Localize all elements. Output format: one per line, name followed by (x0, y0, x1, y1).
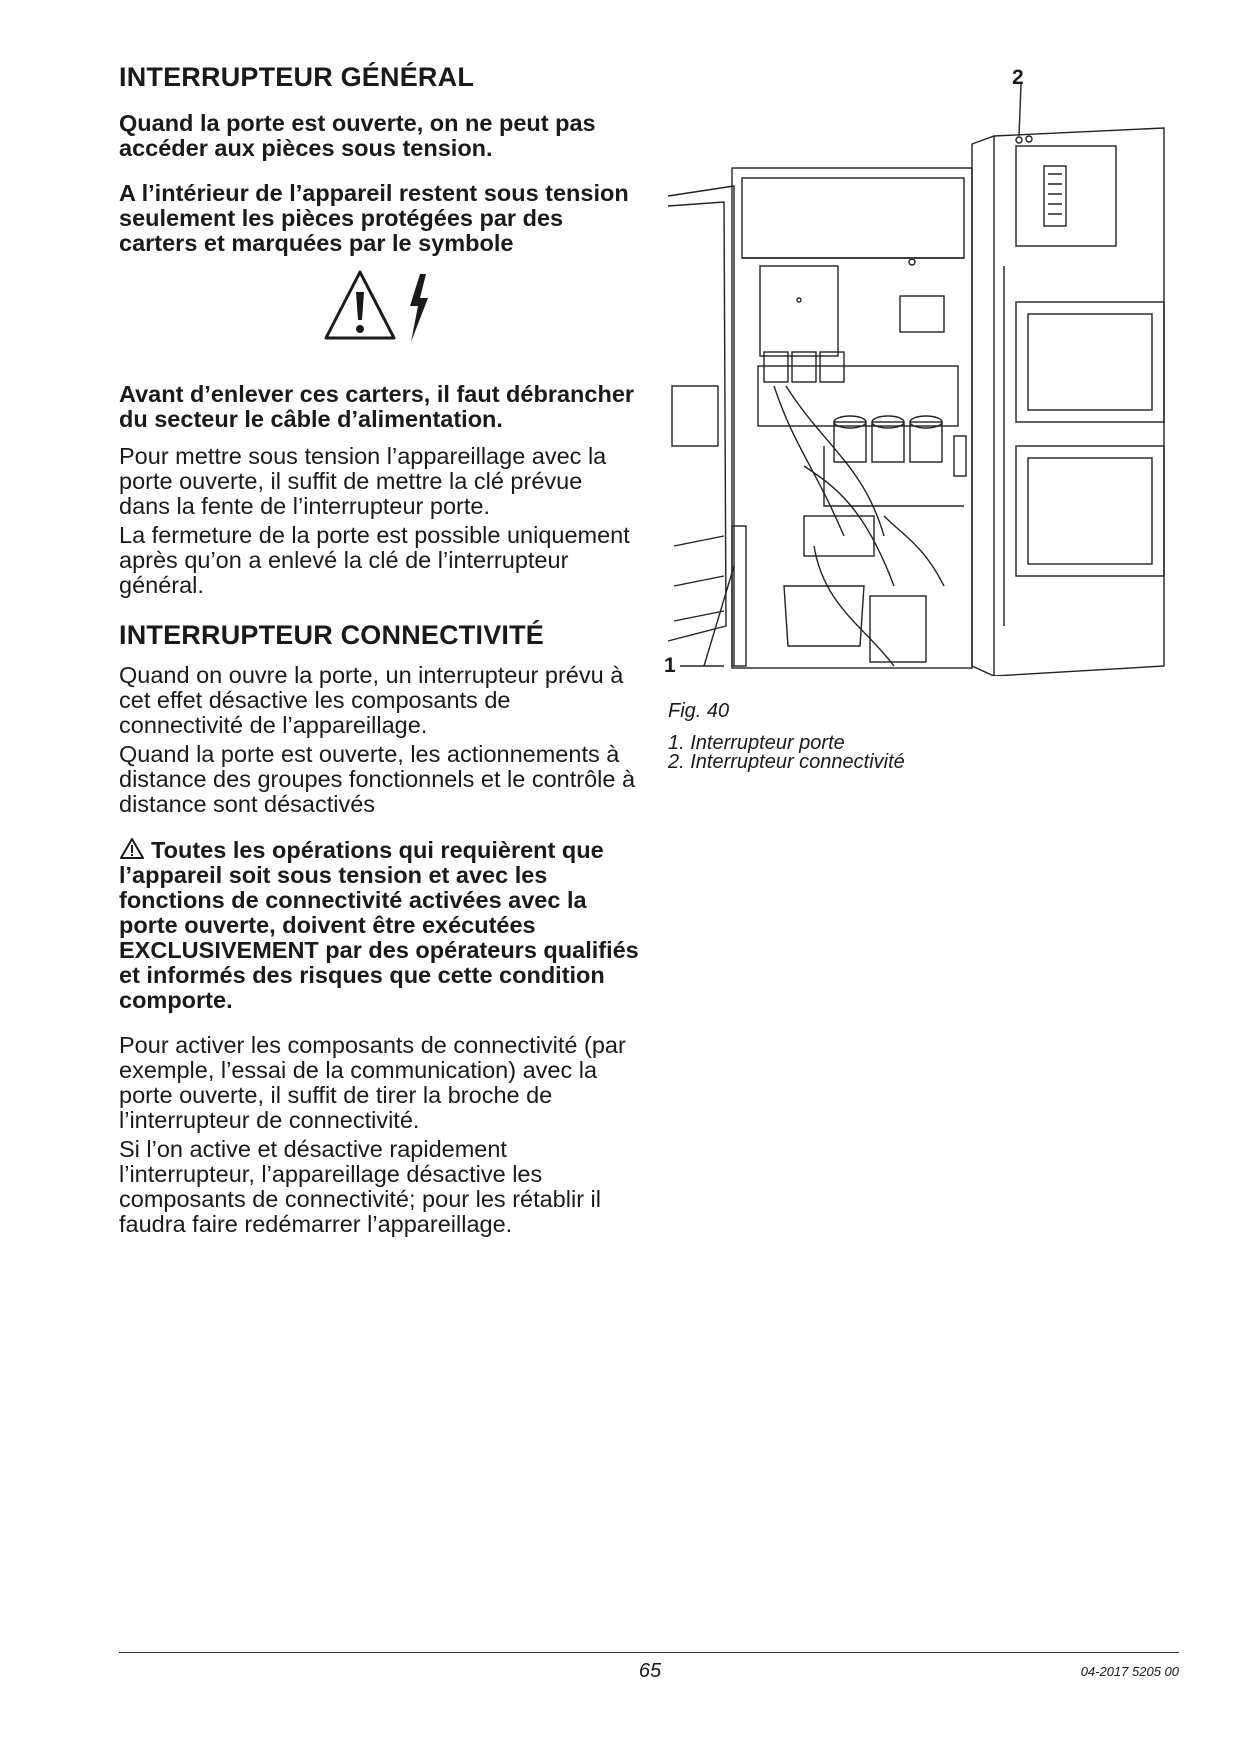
paragraph: Pour activer les composants de connectivité (par exemple, l’essai de la communication) avec la porte ouverte, il suffit de tirer la broche de l’interrupteur de connectivité. (119, 1032, 626, 1134)
hazard-symbols (119, 260, 639, 370)
hazard-symbols-graphic (324, 268, 439, 348)
paragraph: Quand la porte est ouverte, les actionnements à distance des groupes fonctionnels et le contrôle à distance sont désactivés (119, 741, 636, 818)
figure-column (664, 66, 1184, 786)
paragraph: Quand on ouvre la porte, un interrupteur prévu à cet effet désactive les composants de connectivité de l’appareillage. (119, 662, 624, 739)
paragraph: Pour mettre sous tension l’appareillage avec la porte ouverte, il suffit de mettre la clé prévue dans la fente de l’interrupteur porte. (119, 443, 607, 520)
machine-illustration (664, 66, 1184, 676)
paragraph: Si l’on active et désactive rapidement l’interrupteur, l’appareillage désactive les composants de connectivité; pour les rétablir il faudra faire redémarrer l’appareillage. (119, 1136, 601, 1238)
section-title-interrupteur-connectivite: INTERRUPTEUR CONNECTIVITÉ (119, 620, 545, 651)
document-code: 04-2017 5205 00 (1080, 1664, 1179, 1679)
page-number: 65 (638, 1660, 662, 1682)
legend-item: 1. Interrupteur porte (668, 732, 845, 754)
bold-paragraph: A l’intérieur de l’appareil restent sous tension seulement les pièces protégées par des carters et marquées par le symbole (119, 180, 629, 257)
footer-rule (119, 1652, 1179, 1653)
paragraph: La fermeture de la porte est possible uniquement après qu’on a enlevé la clé de l’interrupteur général. (119, 522, 630, 599)
lightning-bolt-icon (410, 274, 428, 342)
callout-1: 1 (664, 654, 676, 677)
warning-paragraph (119, 837, 639, 1013)
bold-paragraph: Avant d’enlever ces carters, il faut débrancher du secteur le câble d’alimentation. (119, 381, 635, 433)
warning-text: Toutes les opérations qui requièrent que l’appareil soit sous tension et avec les fonctions de connectivité activées avec la porte ouverte, doivent être exécutées EXCLUSIVEMENT par des opérateurs qualifiés et informés des risques que cette condition comporte. (119, 837, 639, 1014)
section-title-interrupteur-general: INTERRUPTEUR GÉNÉRAL (119, 62, 475, 92)
warning-triangle-icon (119, 837, 145, 860)
figure-legend (668, 734, 905, 772)
machine-drawing (664, 66, 1184, 676)
callout-2: 2 (1012, 66, 1024, 89)
text-column (119, 62, 639, 1237)
bold-paragraph: Quand la porte est ouverte, on ne peut pas accéder aux pièces sous tension. (119, 110, 596, 162)
figure-caption: Fig. 40 (668, 700, 730, 722)
legend-item: 2. Interrupteur connectivité (668, 751, 905, 773)
warning-triangle-icon (326, 272, 394, 338)
